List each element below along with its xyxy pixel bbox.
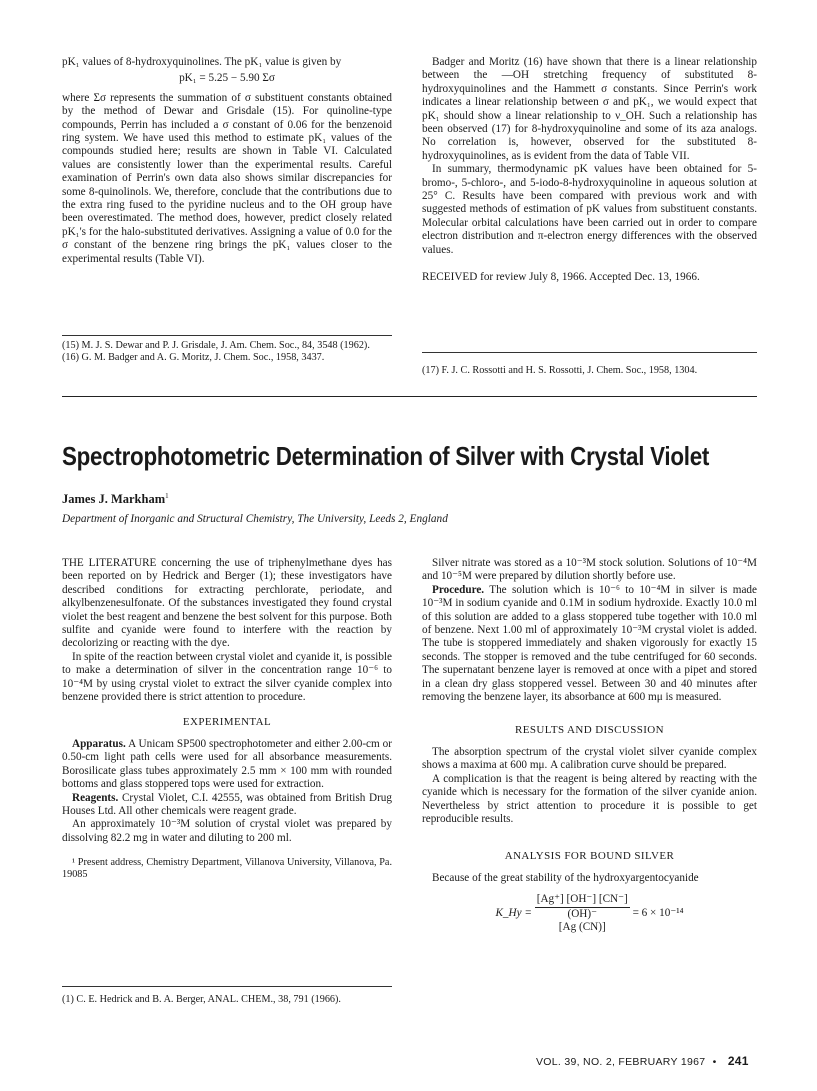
results-paragraph-2: A complication is that the reagent is being altered by reacting with the cyanide which is necessary for the formation of the silver cyanide anion. Nevertheless by strict attention to procedure it is possible to get reproducible results. (422, 772, 757, 825)
page-number: 241 (727, 1054, 749, 1068)
results-heading: RESULTS AND DISCUSSION (515, 724, 664, 737)
analysis-heading: ANALYSIS FOR BOUND SILVER (504, 850, 675, 863)
article-left-column (62, 557, 392, 882)
author-name (62, 492, 169, 507)
stability-equation (422, 893, 757, 934)
top-right-refs-rule (422, 352, 757, 353)
equation-fraction (535, 893, 630, 934)
reagents-text: Crystal Violet, C.I. 42555, was obtained from British Drug Houses Ltd. All other chemicals were reagent grade. (62, 791, 392, 817)
left-refs-rule (62, 986, 392, 987)
article-right-column (422, 557, 757, 940)
article-title: Spectrophotometric Determination of Silver with Crystal Violet (62, 441, 710, 471)
apparatus-paragraph (62, 738, 392, 792)
received-line: RECEIVED for review July 8, 1966. Accepted Dec. 13, 1966. (422, 271, 700, 284)
author-affiliation: Department of Inorganic and Structural Chemistry, The University, Leeds 2, England (62, 513, 448, 525)
top-right-paragraph-2: In summary, thermodynamic pK values have been obtained for 5-bromo-, 5-chloro-, and 5-iodo-8-hydroxyquinoline in aqueous solution at 25° C. Results have been compared with previous work and with suggested methods of estimation of pK values from substituent constants. Molecular orbital calculations have been carried out in order to compare electron distribution and π-electron energy differences with the observed values. (422, 163, 757, 256)
top-left-paragraph-1: pK₁ values of 8-hydroxyquinolines. The pK₁ value is given by (62, 56, 342, 68)
top-right-references (422, 365, 757, 377)
reference-1: (1) C. E. Hedrick and B. A. Berger, ANAL. CHEM., 38, 791 (1966). (62, 994, 341, 1005)
author-footnote-marker: 1 (165, 492, 169, 500)
top-right-paragraph-1: Badger and Moritz (16) have shown that there is a linear relationship between the —OH stretching frequency of substituted 8-hydroxyquinolines and the Hammett σ constants. Since Perrin's work indicates a linear relationship between σ and pK₁, we would expect that pK₁ should show a linear relationship to ν_OH. Such a relationship has been observed (17) for 8-hydroxyquinoline and some of its aza analogs. No correlation is, however, observed for the substituted 8-hydroxyquinolines, as is evident from the data of Table VII. (422, 56, 757, 162)
top-left-paragraph-2: where Σσ represents the summation of σ substituent constants obtained by the method of Dewar and Grisdale (15). For quinoline-type compounds, Perrin has included a σ constant of 0.06 for the benzenoid ring system. We have used this method to estimate pK₁ values of the compounds studied here; results are shown in Table VI. Calculated values are consistently lower than the experimental results. Careful examination of Perrin's own data also shows similar discrepancies for some 8-quinolinols. We, therefore, conclude that the contributions due to the extra ring fused to the pyridine nucleus and to the OH group have been overestimated. The method does, however, predict closely related pK₁'s for the halo-substituted derivatives. Assigning a value of 0.0 for the σ constant of the benzene ring brings the pK₁ values closer to the experimental results (Table VI). (62, 91, 392, 265)
reference-17: (17) F. J. C. Rossotti and H. S. Rossotti, J. Chem. Soc., 1958, 1304. (422, 365, 698, 376)
equation-denominator: (OH)⁻ (567, 907, 597, 920)
procedure-label: Procedure. (432, 583, 485, 596)
reference-15: (15) M. J. S. Dewar and P. J. Grisdale, J. Am. Chem. Soc., 84, 3548 (1962). (62, 340, 370, 351)
equation-numerator: [Ag⁺] [OH⁻] [CN⁻] (535, 893, 630, 907)
analysis-paragraph: Because of the great stability of the hydroxyargentocyanide (432, 871, 699, 884)
bullet-separator: • (712, 1056, 717, 1068)
reagents-label: Reagents. (72, 791, 119, 804)
reagents-paragraph (62, 792, 392, 819)
reference-16: (16) G. M. Badger and A. G. Moritz, J. Chem. Soc., 1958, 3437. (62, 352, 325, 364)
equation-rhs: = 6 × 10⁻¹⁴ (632, 907, 684, 920)
top-right-column (422, 56, 757, 285)
intro-paragraph-1-text: concerning the use of triphenylmethane dyes has been reported on by Hedrick and Berger (1); these investigators have described conditions for extracting perchlorate, periodate, and alkylbenzenesulfonate. Of the substances investigated they found crystal violet the best reagent and benzene the best solvent for this purpose. Both sulfite and cyanide were found to interfere with the reaction by decolorizing or reacting with the dye. (62, 557, 392, 650)
author-name-text: James J. Markham (62, 492, 166, 507)
equation-denominator-2: [Ag (CN)] (558, 920, 606, 933)
intro-lead-in: THE LITERATURE (62, 557, 157, 569)
article-separator-rule (62, 396, 757, 397)
intro-paragraph-2: In spite of the reaction between crystal violet and cyanide it, is possible to make a determination of silver in the concentration range 10⁻⁶ to 10⁻⁴M by using crystal violet to extract the silver cyanide complex into benzene provided there is strict attention to procedure. (62, 650, 392, 704)
top-left-references (62, 340, 392, 364)
top-left-column (62, 56, 392, 266)
equation-lhs: K_Hy = (495, 907, 532, 920)
article-left-references (62, 994, 392, 1006)
journal-citation: VOL. 39, NO. 2, FEBRUARY 1967 (536, 1056, 706, 1068)
procedure-text: The solution which is 10⁻⁶ to 10⁻⁴M in silver is made 10⁻³M in sodium cyanide and 0.1M in sodium hydroxide. Exactly 10.0 ml of this solution are added to a glass stoppered tube together with 10.0 ml of benzene. Next 1.00 ml of approximately 10⁻³M crystal violet is added. The tube is stoppered immediately and shaken vigorously for exactly 15 seconds. The stopper is removed and the tube centrifuged for 60 seconds. The supernatant benzene layer is removed at once with a pipet and stored in a clean dry glass stoppered vessel. Between 30 and 40 minutes after removing the benzene layer, its absorbance at 600 mμ is measured. (422, 583, 757, 704)
page-footer (536, 1054, 749, 1068)
author-footnote: ¹ Present address, Chemistry Department, Villanova University, Villanova, Pa. 19085 (62, 857, 392, 881)
pk-equation: pK₁ = 5.25 − 5.90 Σσ (179, 72, 275, 85)
results-paragraph-1: The absorption spectrum of the crystal violet silver cyanide complex shows a maxima at 600 mμ. A calibration curve should be prepared. (422, 745, 757, 772)
silver-nitrate-paragraph: Silver nitrate was stored as a 10⁻³M stock solution. Solutions of 10⁻⁴M and 10⁻⁵M were prepared by dilution shortly before use. (422, 557, 757, 583)
apparatus-label: Apparatus. (72, 737, 126, 750)
apparatus-text: A Unicam SP500 spectrophotometer and either 2.00-cm or 0.50-cm light path cells were used for all absorbance measurements. Borosilicate glass tubes approximately 2.5 mm × 100 mm with rounded bottoms and glass stoppered tops were used for extraction. (62, 737, 392, 791)
experimental-heading: EXPERIMENTAL (182, 716, 272, 729)
procedure-paragraph (422, 584, 757, 705)
reagents-paragraph-2: An approximately 10⁻³M solution of crystal violet was prepared by dissolving 82.2 mg in water and diluting to 200 ml. (62, 818, 392, 844)
top-left-refs-rule (62, 335, 392, 336)
intro-paragraph-1 (62, 557, 392, 651)
